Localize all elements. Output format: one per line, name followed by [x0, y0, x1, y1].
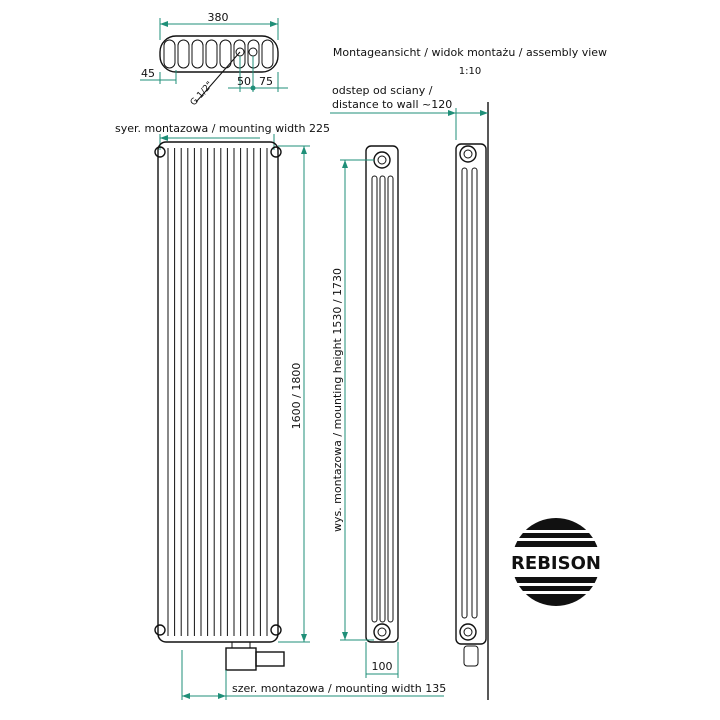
offset-50-label: 50 [237, 75, 251, 88]
valve-outlet [256, 652, 284, 666]
side-view [331, 146, 398, 678]
drawing-scale: 1:10 [458, 66, 482, 77]
top-view-tube [192, 40, 203, 68]
front-view-tubes [168, 148, 267, 636]
logo-text: REBISON [511, 553, 601, 574]
mounting-width-bottom-label: szer. montazowa / mounting width 135 [232, 682, 447, 695]
height-label: 1600 / 1800 [290, 362, 303, 430]
top-view-tube [164, 40, 175, 68]
front-view [115, 122, 446, 700]
depth-label: 100 [371, 660, 393, 673]
valve-body [226, 648, 256, 670]
drawing-title: Montageansicht / widok montażu / assembly view [332, 46, 608, 59]
wall-distance-line2: distance to wall ~120 [332, 98, 453, 111]
top-view-tube [262, 40, 273, 68]
top-view-tube [206, 40, 217, 68]
mounting-height-label: wys. montazowa / mounting height 1530 / 1730 [331, 267, 344, 533]
wall-distance-line1: odstep od sciany / [332, 84, 433, 97]
top-view-tube [178, 40, 189, 68]
wall-view [330, 84, 488, 700]
mounting-width-top-label: syer. montazowa / mounting width 225 [115, 122, 330, 135]
left-offset-label: 45 [141, 67, 155, 80]
offset-75-label: 75 [259, 75, 273, 88]
thread-label: G 1/2" [188, 80, 216, 109]
rebison-logo [510, 518, 602, 606]
top-width-label: 380 [207, 11, 229, 24]
top-view [140, 11, 288, 108]
